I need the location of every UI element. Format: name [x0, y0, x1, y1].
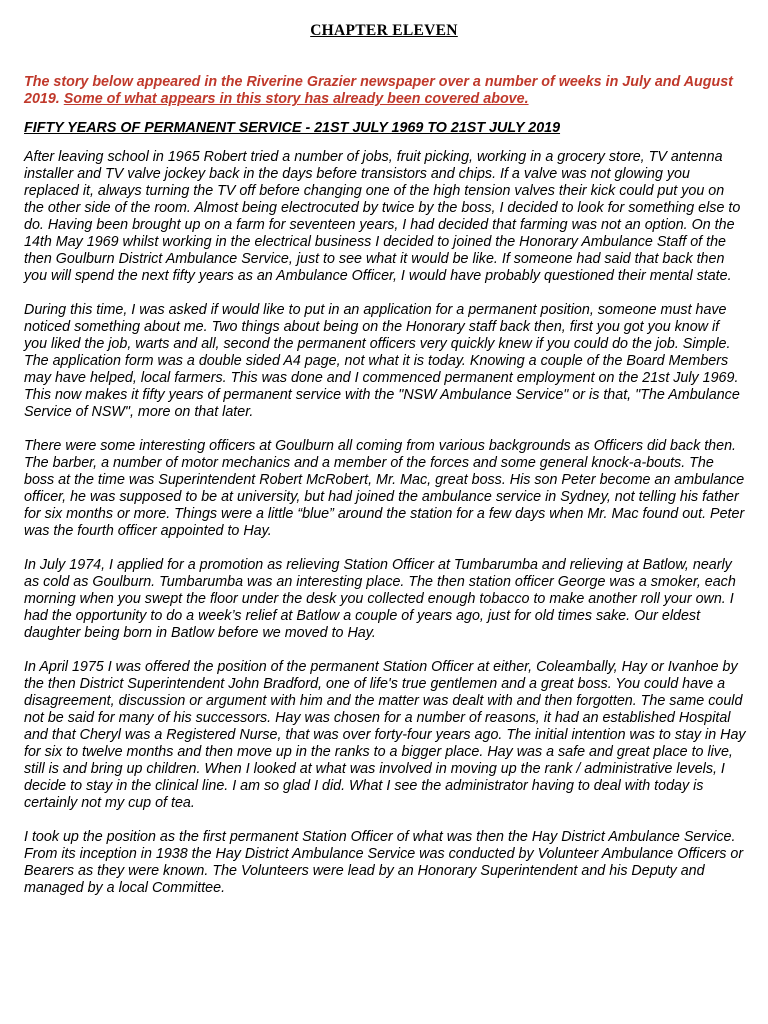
section-heading: FIFTY YEARS OF PERMANENT SERVICE - 21ST JULY 1969 TO 21ST JULY 2019	[24, 120, 561, 136]
paragraph-1: After leaving school in 1965 Robert tried a number of jobs, fruit picking, working in a grocery store, TV antenna installer and TV valve jockey back in the days before transistors and chips. If a valve was not glowing you replaced it, always turning the TV off before changing one of the high tension valves their kick could put you on the other side of the room. Almost being electrocuted by twice by the boss, I decided to look for something else to do. Having been brought up on a farm for seventeen years, I had decided that farming was not an option. On the 14th May 1969 whilst working in the electrical business I decided to joined the Honorary Ambulance Staff of the then Goulburn District Ambulance Service, just to see what it would be like. If someone had said that back then you will spend the next fifty years as an Ambulance Officer, I would have probably questioned their mental state.	[24, 149, 741, 284]
paragraph-4: In July 1974, I applied for a promotion as relieving Station Officer at Tumbarumba and relieving at Batlow, nearly as cold as Goulburn. Tumbarumba was an interesting place. The then station officer George was a smoker, each morning when you swept the floor under the desk you collected enough tobacco to make another roll your own. I had the opportunity to do a week’s relief at Batlow a couple of years ago, just for old times sake. Our eldest daughter being born in Batlow before we moved to Hay.	[24, 557, 736, 641]
document-body	[24, 74, 746, 914]
intro-text: The story below appeared in the Riverine Grazier newspaper over a number of weeks in July and August 2019.	[24, 74, 733, 107]
paragraph-2: During this time, I was asked if would like to put in an application for a permanent position, someone must have noticed something about me. Two things about being on the Honorary staff back then, first you got you know if you liked the job, warts and all, second the permanent officers very quickly knew if you could do the job. Simple. The application form was a double sided A4 page, not what it is today. Knowing a couple of the Board Members may have helped, local farmers. This was done and I commenced permanent employment on the 21st July 1969. This now makes it fifty years of permanent service with the "NSW Ambulance Service" or is that, "The Ambulance Service of NSW", more on that later.	[24, 302, 740, 420]
paragraph-6: I took up the position as the first permanent Station Officer of what was then the Hay District Ambulance Service. From its inception in 1938 the Hay District Ambulance Service was conducted by Volunteer Ambulance Officers or Bearers as they were known. The Volunteers were lead by an Honorary Superintendent and his Deputy and managed by a local Committee.	[24, 829, 744, 896]
intro-note	[24, 74, 746, 108]
intro-underlined-text: Some of what appears in this story has already been covered above.	[63, 91, 529, 107]
paragraph-5: In April 1975 I was offered the position of the permanent Station Officer at either, Coleambally, Hay or Ivanhoe by the then District Superintendent John Bradford, one of life's true gentlemen and a great boss. You could have a disagreement, discussion or argument with him and the matter was dealt with and then forgotten. The same could not be said for many of his successors. Hay was chosen for a number of reasons, it had an established Hospital and that Cheryl was a Registered Nurse, that was over forty-four years ago. The initial intention was to stay in Hay for six to twelve months and then move up in the ranks to a bigger place. Hay was a safe and great place to live, still is and bring up children. When I looked at what was involved in moving up the rank / administrative levels, I decide to stay in the clinical line. I am so glad I did. What I see the administrator having to deal with today is certainly not my cup of tea.	[24, 659, 746, 811]
chapter-title: CHAPTER ELEVEN	[310, 22, 458, 39]
paragraph-3: There were some interesting officers at Goulburn all coming from various backgrounds as Officers did back then. The barber, a number of motor mechanics and a member of the forces and some general knock-a-bouts. The boss at the time was Superintendent Robert McRobert, Mr. Mac, great boss. His son Peter become an ambulance officer, he was supposed to be at university, but had joined the ambulance service in Sydney, not telling his father for six months or more. Things were a little “blue” around the station for a few days when Mr. Mac found out. Peter was the fourth officer appointed to Hay.	[24, 438, 745, 539]
